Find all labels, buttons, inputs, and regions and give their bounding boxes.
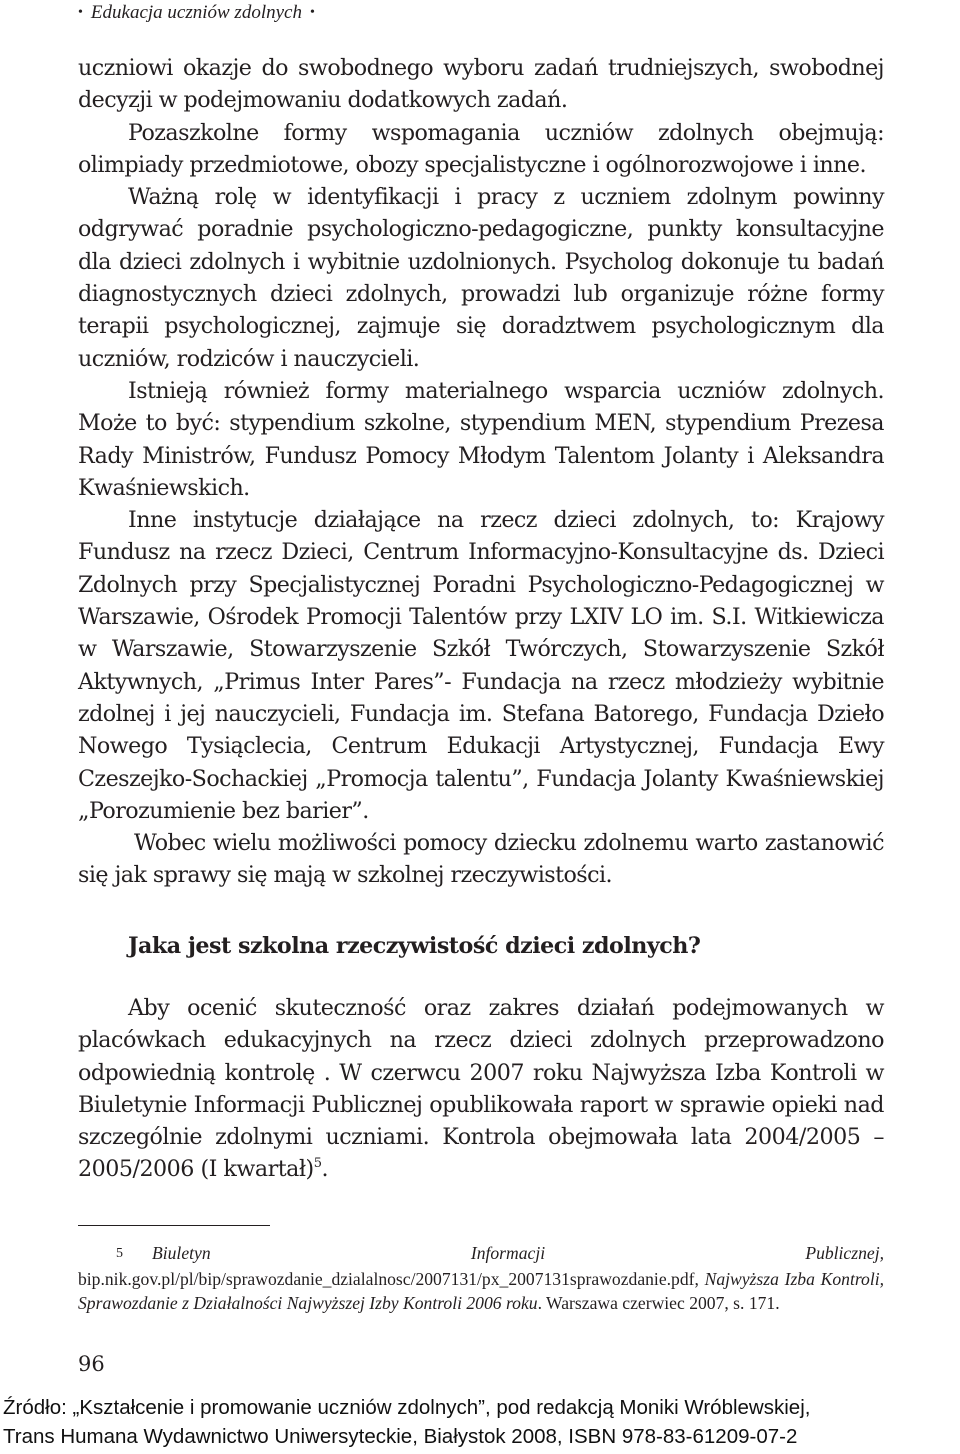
- paragraph-end: .: [321, 1156, 329, 1183]
- footnote-report-title: Najwyższa Izba Kontroli, Sprawozdanie z Działalności Najwyższej Izby Kontroli 2006 roku: [78, 1268, 884, 1314]
- paragraph: Pozaszkolne formy wspomagania uczniów zdolnych obejmują: olimpiady przedmiotowe, obozy specjalistyczne i ogólnorozwojowe i inne.: [78, 119, 884, 178]
- footnote-url: bip.nik.gov.pl/pl/bip/sprawozdanie_dzialalnosc/2007131/px_2007131sprawozdanie.pdf,: [78, 1268, 705, 1289]
- running-header-title: Edukacja uczniów zdolnych: [90, 2, 302, 23]
- body-text: [78, 52, 884, 892]
- body-text-2: [78, 992, 884, 1186]
- footnote-source-title: Biuletyn Informacji Publicznej,: [152, 1243, 884, 1263]
- paragraph: Istnieją również formy materialnego wsparcia uczniów zdolnych. Może to być: stypendium szkolne, stypendium MEN, stypendium Prezesa Rady Ministrów, Fundusz Pomocy Młodym Talentom Jolanty i Aleksandra Kwaśniewskich.: [78, 377, 884, 501]
- paragraph: [78, 992, 884, 1186]
- bullet-icon: •: [309, 5, 315, 20]
- paragraph: Ważną rolę w identyfikacji i pracy z uczniem zdolnym powinny odgrywać poradnie psychologiczno-pedagogiczne, punkty konsultacyjne dla dzieci zdolnych i wybitnie uzdolnionych. Psycholog dokonuje tu badań diagnostycznych dzieci zdolnych, prowadzi lub organizuje różne formy terapii psychologicznej, zajmuje się doradztwem psychologicznym dla uczniów, rodziców i nauczycieli.: [78, 184, 884, 372]
- source-citation: [3, 1393, 959, 1451]
- bullet-icon: •: [78, 5, 83, 20]
- paragraph: Inne instytucje działające na rzecz dzieci zdolnych, to: Krajowy Fundusz na rzecz Dzieci, Centrum Informacyjno-Konsultacyjne ds. Dzieci Zdolnych przy Specjalistycznej Poradni Psychologiczno-Pedagogicznej w Warszawie, Ośrodek Promocji Talentów przy LXIV LO im. S.I. Witkiewicza w Warszawie, Stowarzyszenie Szkół Twórczych, Stowarzyszenie Szkół Aktywnych, „Primus Inter Pares”- Fundacja na rzecz młodzieży wybitnie zdolnej i jej nauczycieli, Fundacja im. Stefana Batorego, Fundacja Dzieło Nowego Tysiąclecia, Centrum Edukacji Artystycznej, Fundacja Ewy Czeszejko-Sochackiej „Promocja talentu”, Fundacja Jolanty Kwaśniewskiej „Porozumienie bez barier”.: [78, 507, 884, 824]
- paragraph-text: Aby ocenić skuteczność oraz zakres działań podejmowanych w placówkach edukacyjnych na rzecz dzieci zdolnych przeprowadzono odpowiednią kontrolę . W czerwcu 2007 roku Najwyższa Izba Kontroli w Biuletynie Informacji Publicznej opublikowała raport w sprawie opieki nad szczególnie zdolnymi uczniami. Kontrola obejmowała lata 2004/2005 – 2005/2006 (I kwartał): [78, 995, 884, 1183]
- footnote-tail: . Warszawa czerwiec 2007, s. 171.: [537, 1293, 780, 1314]
- source-line-1: Źródło: „Kształcenie i promowanie uczniów zdolnych”, pod redakcją Moniki Wróblewskiej,: [3, 1396, 811, 1419]
- footnote: [78, 1241, 884, 1316]
- source-line-2: Trans Humana Wydawnictwo Uniwersyteckie, Białystok 2008, ISBN 978-83-61209-07-2: [3, 1425, 798, 1448]
- running-header: [78, 2, 323, 24]
- section-heading: Jaka jest szkolna rzeczywistość dzieci zdolnych?: [128, 933, 701, 959]
- footnote-ref[interactable]: 5: [313, 1156, 322, 1172]
- paragraph: uczniowi okazje do swobodnego wyboru zadań trudniejszych, swobodnej decyzji w podejmowaniu dodatkowych zadań.: [78, 55, 884, 114]
- footnote-number: 5: [116, 1246, 123, 1261]
- footnote-separator: [78, 1225, 270, 1226]
- paragraph: Wobec wielu możliwości pomocy dziecku zdolnemu warto zastanowić się jak sprawy się mają w szkolnej rzeczywistości.: [78, 830, 884, 889]
- page-number: 96: [78, 1352, 105, 1376]
